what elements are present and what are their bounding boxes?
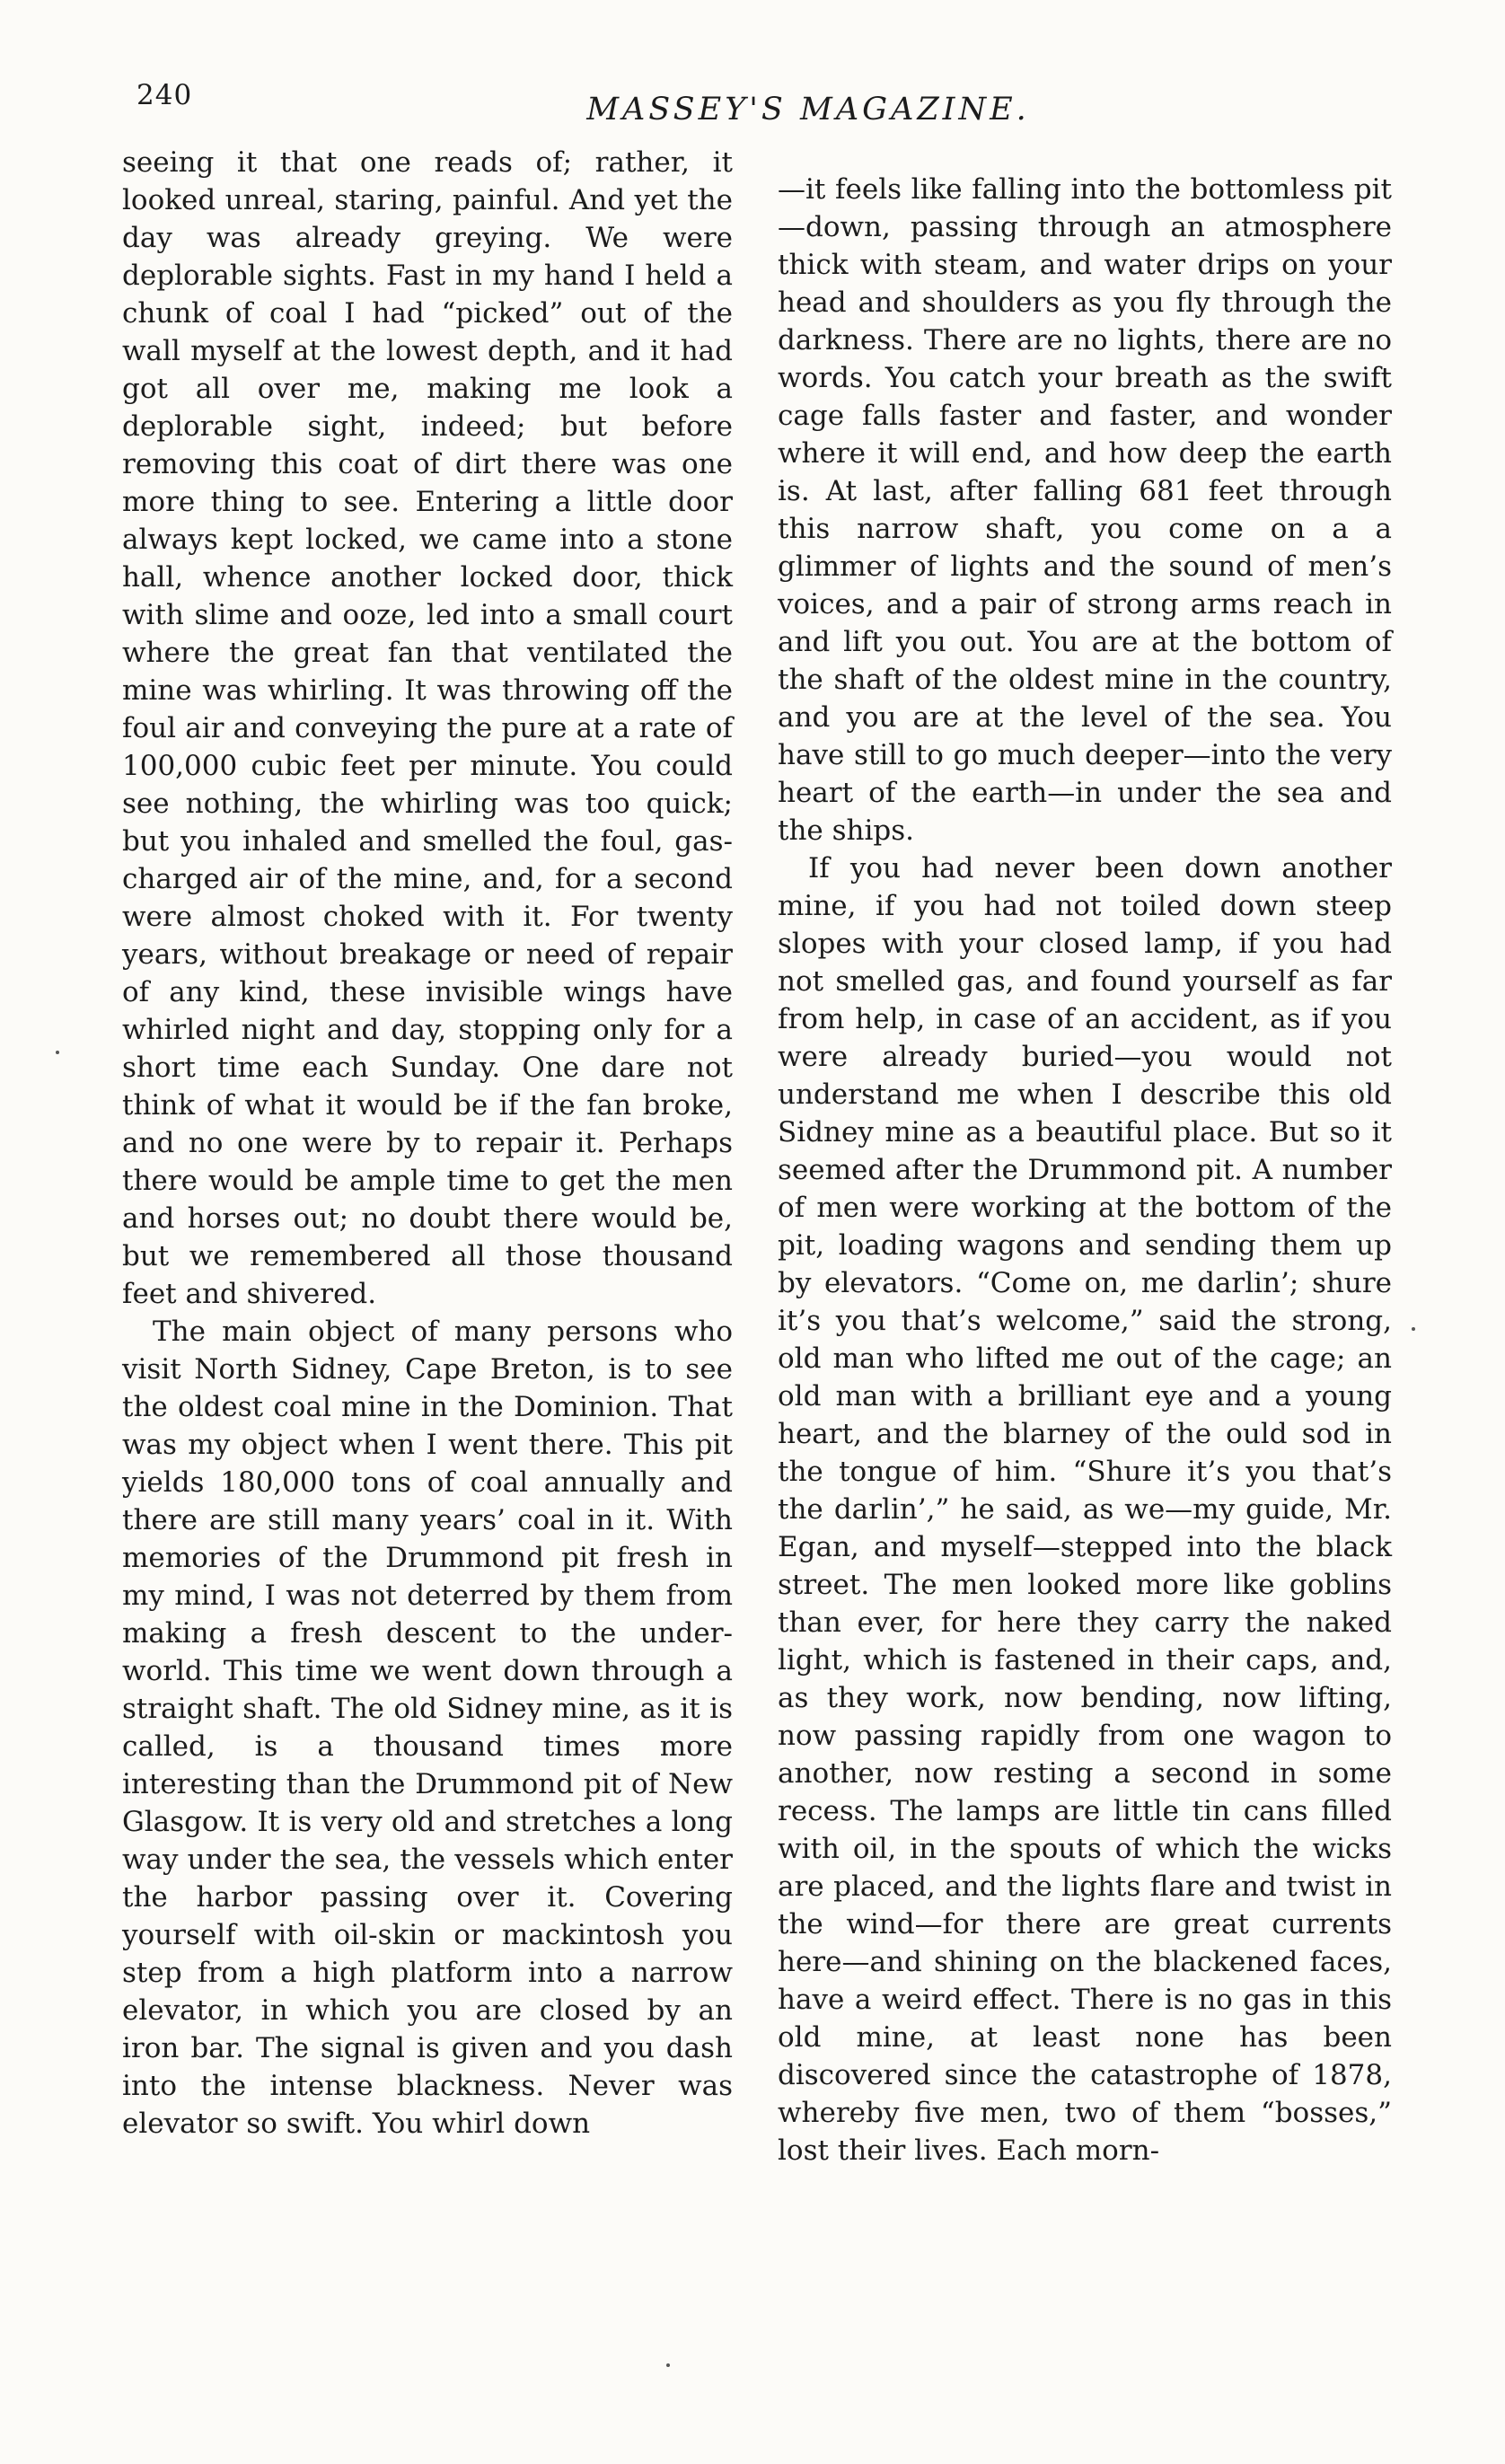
paragraph-descent: —it feels like falling into the bottomless pit—down, passing through an atmosphere thick with steam, and water drips on your head and shoulders as you fly through the darkness. There are no lights, there are no words. You catch your breath as the swift cage falls faster and faster, and wonder where it will end, and how deep the earth is. At last, after falling 681 feet through this narrow shaft, you come on a a glimmer of lights and the sound of men’s voices, and a pair of strong arms reach in and lift you out. You are at the bottom of the shaft of the oldest mine in the country, and you are at the level of the sea. You have still to go much deeper—into the very heart of the earth—in under the sea and the ships. (778, 173, 1392, 847)
paragraph-fan-room: seeing it that one reads of; rather, it looked unreal, staring, painful. And yet the day was already greying. We were deplorable sights. Fast in my hand I held a chunk of coal I had “picked” out of the wall myself at the lowest depth, and it had got all over me, making me look a deplorable sight, indeed; but before removing this coat of dirt there was one more thing to see. Entering a little door always kept locked, we came into a stone hall, whence another locked door, thick with slime and ooze, led into a small court where the great fan that ventilated the mine was whirling. It was throwing off the foul air and conveying the pure at a rate of 100,000 cubic feet per minute. You could see nothing, the whirling was too quick; but you inhaled and smelled the foul, gas-charged air of the mine, and, for a second were almost choked with it. For twenty years, without breakage or need of repair of any kind, these invisible wings have whirled night and day, stopping only for a short time each Sunday. One dare not think of what it would be if the fan broke, and no one were by to repair it. Perhaps there would be ample time to get the men and horses out; no doubt there would be, but we remembered all those thousand feet and shivered. (122, 146, 733, 1310)
running-head: MASSEY'S MAGAZINE. (586, 92, 1030, 128)
paragraph-old-sidney: If you had never been down another mine, if you had not toiled down steep slopes with your closed lamp, if you had not smelled gas, and found yourself as far from help, in case of an accident, as if you were already buried—you would not understand me when I describe this old Sidney mine as a beautiful place. But so it seemed after the Drummond pit. A number of men were working at the bottom of the pit, loading wagons and sending them up by elevators. “Come on, me darlin’; shure it’s you that’s welcome,” said the strong, old man who lifted me out of the cage; an old man with a brilliant eye and a young heart, and the blarney of the ould sod in the tongue of him. “Shure it’s you that’s the darlin’,” he said, as we—my guide, Mr. Egan, and myself—stepped into the black street. The men looked more like goblins than ever, for here they carry the naked light, which is fastened in their caps, and, as they work, now bending, now lifting, now passing rapidly from one wagon to another, now resting a second in some recess. The lamps are little tin cans filled with oil, in the spouts of which the wicks are placed, and the lights flare and twist in the wind—for there are great currents here—and shining on the blackened faces, have a weird effect. There is no gas in this old mine, at least none has been discovered since the catastrophe of 1878, whereby five men, two of them “bosses,” lost their lives. Each morn- (778, 852, 1392, 2167)
right-column (778, 171, 1392, 2169)
paper-speck (666, 2363, 670, 2367)
paper-speck (1412, 1327, 1415, 1331)
page-number: 240 (136, 79, 193, 111)
left-column (122, 144, 733, 2143)
paragraph-sidney-mine: The main object of many persons who visit North Sidney, Cape Breton, is to see the oldest coal mine in the Dominion. That was my object when I went there. This pit yields 180,000 tons of coal annually and there are still many years’ coal in it. With memories of the Drummond pit fresh in my mind, I was not deterred by them from making a fresh descent to the under-world. This time we went down through a straight shaft. The old Sidney mine, as it is called, is a thousand times more interesting than the Drummond pit of New Glasgow. It is very old and stretches a long way under the sea, the vessels which enter the harbor passing over it. Covering yourself with oil-skin or mackintosh you step from a high platform into a narrow elevator, in which you are closed by an iron bar. The signal is given and you dash into the intense blackness. Never was elevator so swift. You whirl down (122, 1316, 733, 2140)
paper-speck (56, 1051, 59, 1054)
